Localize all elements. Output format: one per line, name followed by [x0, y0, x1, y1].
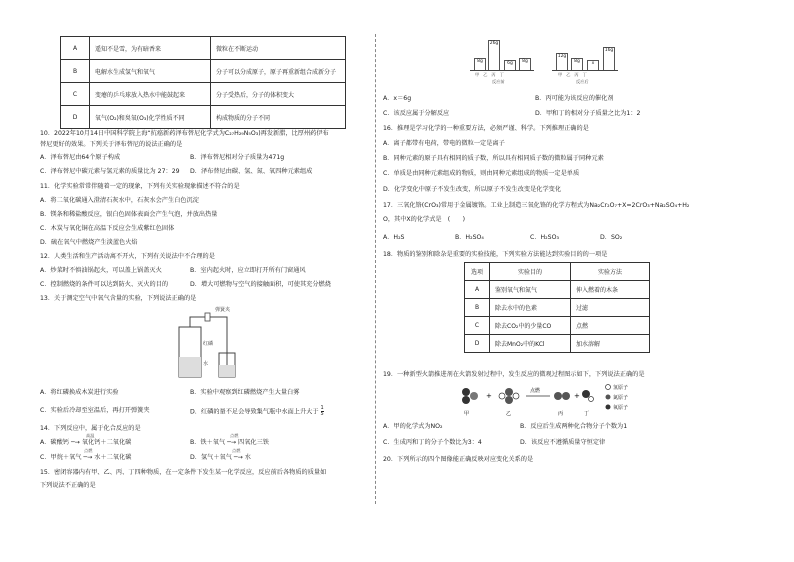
option-a: A．x＝6g: [383, 95, 412, 102]
question-20-stem: 20．下列所示的四个图像能正确反映对应变化关系的是: [383, 456, 534, 463]
option-b: B．镁条和稀盐酸反应，银白色固体表面会产生气泡，并放出热量: [40, 211, 218, 218]
table-row: A 鉴别氧气和氮气 伸入燃着的木条: [465, 281, 650, 299]
table-row: B 电解水生成氢气和氧气 分子可以分成原子，原子再重新组合成新分子: [61, 60, 346, 83]
table-header: 选项 实验目的 实验方法: [465, 263, 650, 281]
option-b: B．泽布替尼相对分子质量为471g: [190, 154, 285, 161]
label-ding: 丁: [584, 411, 590, 417]
bar-after-ding: 16g: [603, 47, 615, 71]
bar-before-ding: 8g: [519, 58, 531, 71]
option-b: B．铁＋氧气 ─→ 四氧化三铁: [190, 439, 269, 446]
option-d: D．氢气＋氧气 ─→ 水: [190, 454, 251, 461]
table-row: A 遥知不是雪，为有暗香来 微粒在不断运动: [61, 37, 346, 60]
label-yi: 乙: [506, 411, 512, 417]
option-c: C．泽布替尼中碳元素与氢元素的质量比为 27：29: [40, 168, 180, 175]
option-a: A．泽布替尼由64个原子构成: [40, 154, 121, 161]
condition-label: 点燃: [530, 388, 541, 394]
question-14-stem: 14．下列反应中，属于化合反应的是: [40, 425, 141, 432]
axis-before: [470, 70, 534, 71]
option-b: B．丙可能为该反应的催化剂: [535, 95, 614, 102]
option-a: A．H₂S: [383, 234, 405, 241]
question-13-stem: 13．关于测定空气中氧气含量的实验，下列说法正确的是: [40, 295, 197, 302]
question-15-stem: 15．密闭容器内有甲、乙、丙、丁四种物质，在一定条件下发生某一化学反应，反应前后各物质的质量如: [40, 469, 327, 476]
option-c: C．生成丙和丁的分子个数比为3：4: [383, 439, 482, 446]
question-17-stem-cont: O，其中X的化学式是 ( ): [383, 216, 465, 223]
spring-clamp-label: 弹簧夹: [215, 307, 231, 313]
option-c: C．该反应属于分解反应: [383, 110, 450, 117]
table-row: C 除去CO₂中的少量CO 点燃: [465, 317, 650, 335]
option-d: D．泽布替尼由碳、氢、氮、氧四种元素组成: [190, 168, 313, 175]
table-row: D 氧气(O₂)和臭氧(O₃)化学性质不同 构成物质的分子不同: [61, 106, 346, 129]
option-b: B．反应后生成两种化合物分子个数为1: [520, 423, 628, 430]
option-c: C．H₂SO₃: [530, 234, 559, 241]
red-phosphorus-label: 红磷: [203, 341, 214, 347]
legend-oxygen: 氧原子: [613, 405, 629, 411]
option-c: C．单质是由同种元素组成的物质，则由同种元素组成的物质一定是单质: [383, 170, 580, 177]
caption-after: 反应后: [576, 79, 589, 84]
question-12-stem: 12．人类生活和生产活动离不开火，下列有关说法中不合理的是: [40, 253, 215, 260]
option-d: D．红磷的量不足会导致集气瓶中水面上升大于 $\frac{1}{5}$: [190, 405, 324, 417]
caption-before: 反应前: [492, 79, 505, 84]
option-a: A．炒菜时不慎油锅起火，可以盖上锅盖灭火: [40, 267, 162, 274]
bar-before-bing: 6g: [504, 60, 516, 71]
question-18-stem: 18．物质的鉴别和除杂是重要的实验技能，下列实验方法能达到实验目的的一项是: [383, 251, 608, 258]
table-row: B 除去水中的色素 过滤: [465, 299, 650, 317]
bar-after-jia: 12g: [556, 53, 568, 71]
table-row: C 变瘪的乒乓球放入热水中能鼓起来 分子受热后，分子的体积变大: [61, 83, 346, 106]
condition-label: 高温: [86, 433, 95, 438]
bar-after-bing: x: [587, 60, 599, 71]
question-19-stem: 19．一种新型火箭推进剂在火箭发射过程中，发生反应的微观过程图示如下，下列说法正确的是: [383, 371, 645, 378]
option-d: D．化学变化中原子不发生改变，所以原子不发生改变是化学变化: [383, 186, 562, 193]
option-b: B．同种元素的原子具有相同的质子数，所以具有相同质子数的微粒属于同种元素: [383, 155, 604, 162]
condition-label: 点燃: [232, 448, 241, 453]
question-10-stem-cont: 替尼更好的效果。下列关于泽布替尼的说法正确的是: [40, 141, 183, 148]
condition-label: 点燃: [230, 433, 239, 438]
question-17-stem: 17．三氧化铬(CrO₃)常用于金属镀铬。工业上制造三氧化铬的化学方程式为Na₂Cr₂O₇+X=2CrO₃+Na₂SO₄+H₂: [383, 202, 690, 209]
option-d: D．SO₂: [600, 234, 623, 241]
option-a: A．离子都带有电荷，带电的微粒一定是离子: [383, 140, 505, 147]
option-a: A．将红磷换成木炭进行实验: [40, 389, 119, 396]
legend-hydrogen: 氢原子: [613, 385, 629, 391]
table-row: D 除去MnO₂中的KCl 加水溶解: [465, 335, 650, 353]
axis-after: [552, 70, 618, 71]
water-label: 水: [203, 361, 209, 367]
label-bing: 丙: [558, 411, 564, 417]
option-c: C．控制燃烧的条件可以达到防火、灭火的目的: [40, 281, 169, 288]
bar-before-yi: 26g: [488, 40, 500, 71]
label-jia: 甲: [464, 411, 470, 417]
option-c: C．实验后冷却至室温后，再打开弹簧夹: [40, 407, 150, 414]
option-a: A．甲的化学式为NO₂: [383, 423, 443, 430]
option-c: C．木炭与氧化铜在高温下反应会生成紫红色固体: [40, 225, 175, 232]
apparatus-diagram: [175, 305, 245, 385]
legend-nitrogen: 氮原子: [613, 395, 629, 401]
experiment-table: [464, 262, 650, 353]
option-a: A．将二氧化碳通入澄清石灰水中，石灰水会产生白色沉淀: [40, 197, 199, 204]
option-d: D．增大可燃物与空气的接触面积，可使其充分燃烧: [190, 281, 331, 288]
svg-text:+: +: [486, 392, 492, 400]
option-b: B．实验中观察到红磷燃烧产生大量白雾: [190, 389, 300, 396]
question-16-stem: 16．推理是学习化学的一种重要方法，必须严谨、科学。下列推理正确的是: [383, 125, 589, 132]
option-b: B．室内起火时，应立即打开所有门窗通风: [190, 267, 306, 274]
option-d: D．该反应不遵循质量守恒定律: [520, 439, 606, 446]
x-label: 甲 乙 丙 丁: [558, 72, 587, 77]
fraction: $\frac{1}{5}$: [320, 405, 324, 417]
question-11-stem: 11．化学实验常常伴随着一定的现象，下列有关实验现象描述不符合的是: [40, 183, 240, 190]
bar-after-yi: 8g: [571, 58, 583, 71]
svg-text:+: +: [574, 392, 580, 400]
x-label: 甲 乙 丙 丁: [475, 72, 504, 77]
option-d: D．甲和丁的相对分子质量之比为1：2: [535, 110, 641, 117]
option-c: C．甲烷＋氧气 ─→ 水＋二氧化碳: [40, 454, 132, 461]
option-b: B．H₂SO₄: [455, 234, 484, 241]
option-d: D．硫在氧气中燃烧产生淡蓝色火焰: [40, 239, 138, 246]
bar-before-jia: 8g: [474, 58, 486, 71]
question-10-stem: 10．2022年10月14日中国科学院上海“抗癌新药泽布替尼化学式为C₂₇H₂₉N₅O₃)再发新腊，比厚州药伊布: [40, 130, 329, 137]
option-table-q9: [60, 36, 346, 129]
column-divider: [375, 34, 376, 504]
reaction-diagram: [458, 382, 648, 418]
condition-label: 点燃: [84, 448, 93, 453]
option-a: A．碳酸钙 ─→ 氧化钙＋二氧化碳: [40, 439, 132, 446]
question-15-stem-cont: 下列说法不正确的是: [40, 482, 96, 489]
